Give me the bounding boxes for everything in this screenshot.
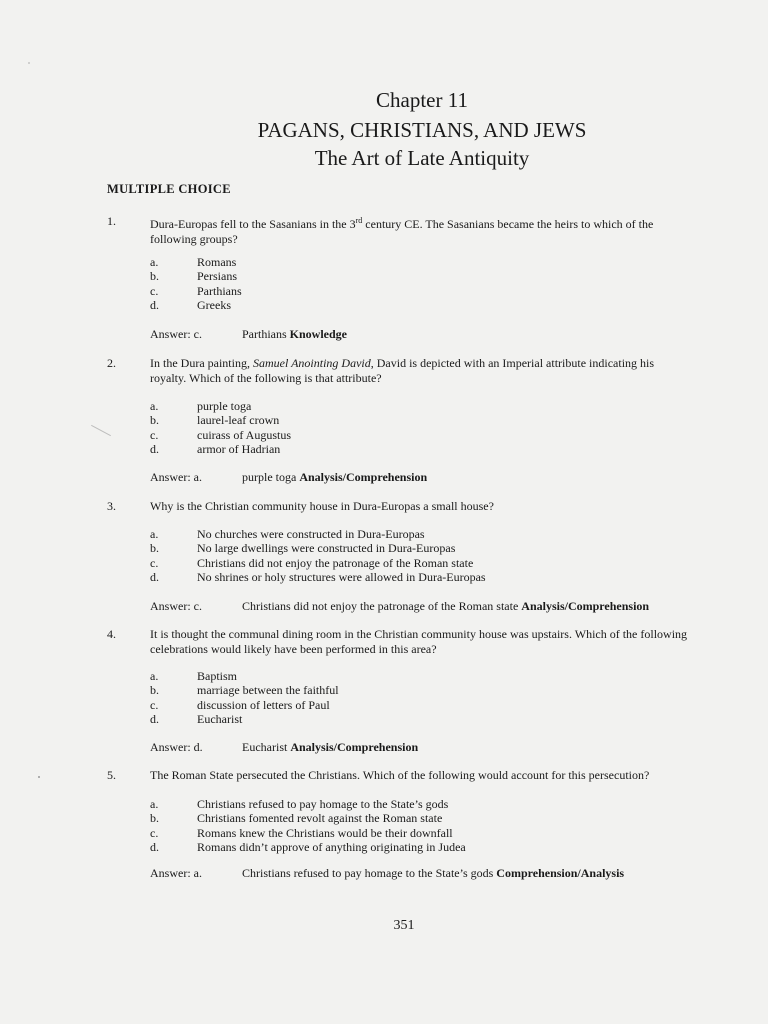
question-text: In the Dura painting, Samuel Anointing David, David is depicted with an Imperial attribute indicating his royalty. Which of the following is that attribute? [150,356,655,385]
question-text: Dura-Europas fell to the Sasanians in the 3rd century CE. The Sasanians became the heirs to which of the following groups? [150,216,654,246]
option-c: c. Romans knew the Christians would be their downfall [150,825,453,840]
option-d: d. No shrines or holy structures were allowed in Dura-Europas [150,570,486,585]
option-d: d. Greeks [150,298,231,313]
options-list [150,527,486,585]
option-b: b. Christians fomented revolt against the Roman state [150,811,443,826]
option-a: a. Baptism [150,669,238,683]
option-c: c. Parthians [150,283,242,298]
option-a: a. Romans [150,255,237,269]
scan-dot [38,776,40,778]
answer-line: Answer: d. Eucharist Analysis/Comprehension [150,740,419,754]
question-number: 1. [107,214,116,228]
question-number: 3. [107,499,116,513]
scan-dot [28,62,30,64]
option-b: b. laurel-leaf crown [150,413,280,428]
options-list [150,255,242,313]
chapter-heading: Chapter 11 [376,88,468,112]
answer-line: Answer: c. Christians did not enjoy the patronage of the Roman state Analysis/Comprehension [150,599,650,613]
options-list [150,399,291,457]
option-a: a. Christians refused to pay homage to the State’s gods [150,797,449,811]
page-number: 351 [393,918,415,933]
option-b: b. No large dwellings were constructed in Dura-Europas [150,541,456,556]
option-d: d. Romans didn’t approve of anything originating in Judea [150,840,466,855]
option-c: c. cuirass of Augustus [150,427,291,442]
option-c: c. Christians did not enjoy the patronage of the Roman state [150,555,474,570]
question-text: It is thought the communal dining room in the Christian community house was upstairs. Which of the following celebrations would likely have been performed in this area? [150,627,688,656]
answer-line: Answer: a. purple toga Analysis/Comprehension [150,470,428,484]
options-list [150,797,466,855]
option-d: d. Eucharist [150,712,243,727]
options-list [150,669,339,727]
section-label: MULTIPLE CHOICE [107,182,231,196]
question-text: Why is the Christian community house in Dura-Europas a small house? [150,499,494,513]
option-a: a. No churches were constructed in Dura-Europas [150,527,425,541]
option-b: b. Persians [150,269,237,284]
option-c: c. discussion of letters of Paul [150,697,330,712]
answer-line: Answer: c. Parthians Knowledge [150,327,348,341]
chapter-title: PAGANS, CHRISTIANS, AND JEWS [257,118,587,142]
option-b: b. marriage between the faithful [150,683,339,698]
option-d: d. armor of Hadrian [150,442,281,457]
question-number: 2. [107,356,116,370]
scan-mark [91,425,111,436]
chapter-subtitle: The Art of Late Antiquity [314,146,530,170]
answer-line: Answer: a. Christians refused to pay homage to the State’s gods Comprehension/Analysis [150,866,625,880]
question-number: 4. [107,627,116,641]
question-number: 5. [107,768,116,782]
question-text: The Roman State persecuted the Christians. Which of the following would account for this persecution? [150,768,650,782]
option-a: a. purple toga [150,399,252,413]
